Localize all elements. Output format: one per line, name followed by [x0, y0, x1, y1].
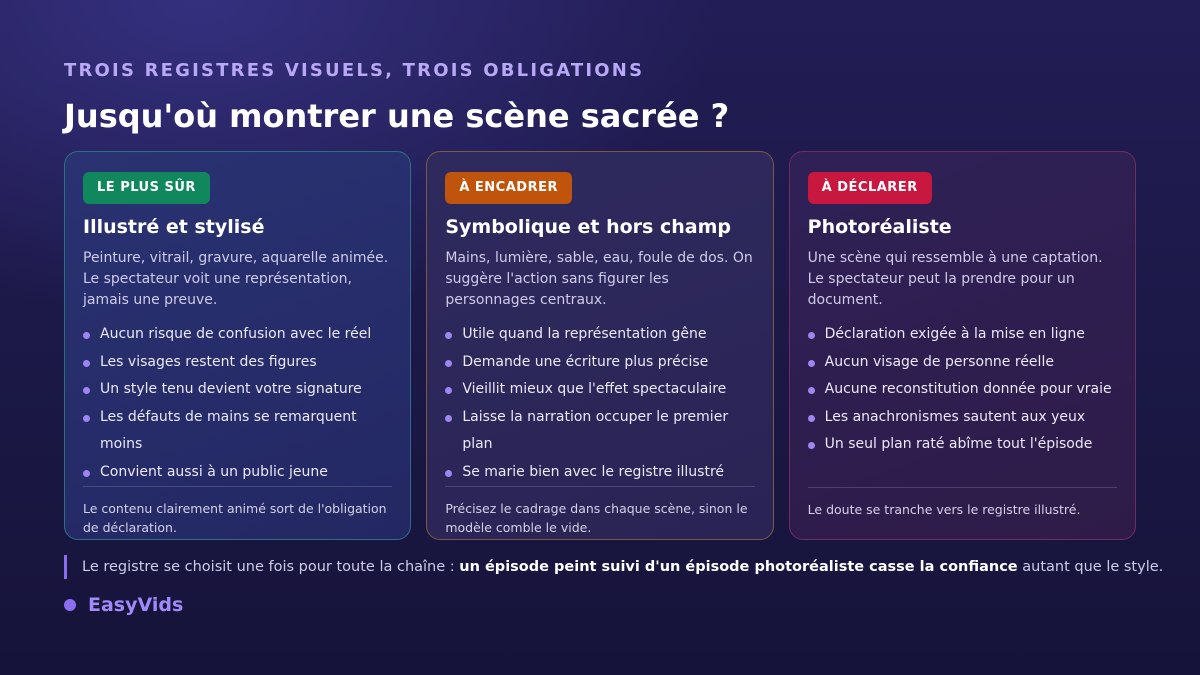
list-item — [83, 404, 392, 459]
list-item-text: Se marie bien avec le registre illustré — [462, 463, 725, 480]
quote-text-start: Le registre se choisit une fois pour toute la chaîne : — [82, 559, 460, 575]
bullet-dot-icon — [445, 360, 452, 367]
list-item — [83, 349, 392, 377]
list-item — [808, 404, 1117, 432]
bullet-dot-icon — [445, 470, 452, 477]
bullet-dot-icon — [808, 415, 815, 422]
card-footer-note: Précisez le cadrage dans chaque scène, sinon le modèle comble le vide. — [445, 486, 754, 537]
bullet-list — [83, 321, 392, 486]
page-title: Jusqu'où montrer une scène sacrée ? — [64, 97, 730, 135]
list-item — [83, 376, 392, 404]
list-item — [808, 431, 1117, 459]
list-item-text: Utile quand la représentation gêne — [462, 326, 707, 342]
bullet-dot-icon — [83, 387, 90, 394]
bullet-dot-icon — [83, 415, 90, 422]
bullet-dot-icon — [808, 387, 815, 394]
card-description: Peinture, vitrail, gravure, aquarelle animée. Le spectateur voit une représentation, jamais une preuve. — [83, 250, 389, 308]
card-title: Photoréaliste — [807, 216, 952, 238]
list-item-text: Un style tenu devient votre signature — [100, 381, 362, 397]
list-item-text: Aucune reconstitution donnée pour vraie — [824, 381, 1112, 397]
list-item-text: Les défauts de mains se remarquent moins — [100, 408, 357, 452]
list-item — [445, 459, 754, 487]
card-title: Symbolique et hors champ — [445, 216, 731, 238]
list-item-text: Laisse la narration occuper le premier plan — [462, 408, 729, 452]
bullet-dot-icon — [83, 360, 90, 367]
card-footer-note: Le contenu clairement animé sort de l'obligation de déclaration. — [83, 486, 392, 537]
list-item-text: Aucun visage de personne réelle — [824, 353, 1054, 370]
list-item — [808, 349, 1117, 377]
card-symbolic — [426, 151, 773, 540]
badge-to-frame: À ENCADRER — [445, 172, 572, 204]
eyebrow-label: TROIS REGISTRES VISUELS, TROIS OBLIGATIONS — [64, 60, 645, 81]
list-item-text: Vieillit mieux que l'effet spectaculaire — [462, 381, 727, 397]
card-title: Illustré et stylisé — [83, 216, 265, 238]
card-photorealistic — [789, 151, 1136, 540]
list-item-text: Demande une écriture plus précise — [462, 353, 709, 370]
bullet-list — [445, 321, 754, 486]
list-item-text: Les visages restent des figures — [100, 353, 317, 370]
quote-text-end: autant que le style. — [1017, 559, 1164, 575]
bullet-list — [808, 321, 1117, 459]
list-item-text: Déclaration exigée à la mise en ligne — [824, 326, 1085, 342]
bullet-dot-icon — [808, 332, 815, 339]
bullet-dot-icon — [808, 442, 815, 449]
bullet-dot-icon — [83, 470, 90, 477]
bullet-dot-icon — [445, 415, 452, 422]
bullet-dot-icon — [808, 360, 815, 367]
list-item-text: Un seul plan raté abîme tout l'épisode — [824, 436, 1093, 452]
list-item — [445, 376, 754, 404]
list-item — [445, 404, 754, 459]
card-illustrated — [64, 151, 411, 540]
list-item — [808, 376, 1117, 404]
list-item — [445, 349, 754, 377]
list-item-text: Convient aussi à un public jeune — [100, 463, 328, 480]
card-footer-note: Le doute se tranche vers le registre illustré. — [808, 487, 1117, 519]
badge-safest: LE PLUS SÛR — [83, 172, 210, 204]
takeaway-quote — [64, 555, 1164, 579]
list-item — [83, 321, 392, 349]
bullet-dot-icon — [83, 332, 90, 339]
card-description: Une scène qui ressemble à une captation. Le spectateur peut la prendre pour un document. — [807, 250, 1103, 308]
bullet-dot-icon — [445, 387, 452, 394]
list-item — [83, 459, 392, 487]
brand-dot-icon — [64, 599, 76, 611]
list-item — [808, 321, 1117, 349]
bullet-dot-icon — [445, 332, 452, 339]
register-cards — [64, 151, 1136, 540]
list-item-text: Aucun risque de confusion avec le réel — [100, 326, 372, 342]
list-item-text: Les anachronismes sautent aux yeux — [824, 408, 1086, 425]
brand-mark — [64, 594, 183, 616]
badge-to-declare: À DÉCLARER — [808, 172, 932, 204]
card-description: Mains, lumière, sable, eau, foule de dos. On suggère l'action sans figurer les personnages centraux. — [445, 250, 753, 308]
brand-name: EasyVids — [88, 594, 184, 616]
quote-emphasis: un épisode peint suivi d'un épisode photoréaliste casse la confiance — [459, 559, 1018, 575]
list-item — [445, 321, 754, 349]
